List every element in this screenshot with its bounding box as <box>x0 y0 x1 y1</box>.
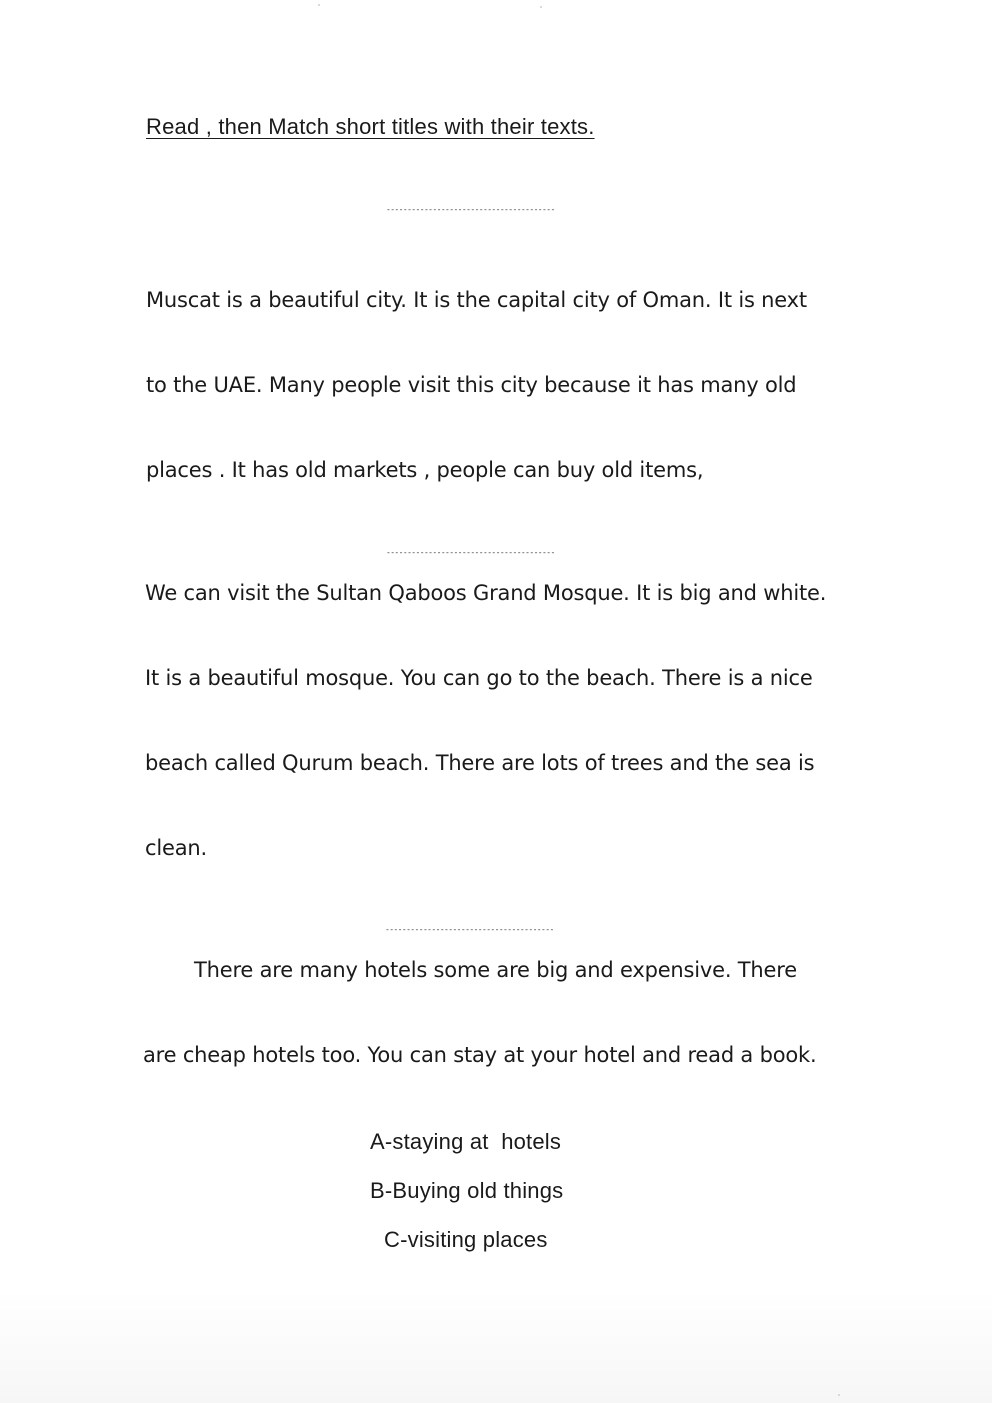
scan-speck <box>318 4 320 6</box>
title-blank-2: ---------------------------------------- <box>386 548 555 557</box>
scan-speck <box>540 6 542 8</box>
paragraph-2-line-3: beach called Qurum beach. There are lots of trees and the sea is <box>145 751 815 775</box>
paragraph-3-line-2: are cheap hotels too. You can stay at your hotel and read a book. <box>143 1043 817 1067</box>
title-blank-3: ---------------------------------------- <box>385 925 554 934</box>
paragraph-2-line-4: clean. <box>145 836 207 860</box>
paragraph-2-line-1: We can visit the Sultan Qaboos Grand Mosque. It is big and white. <box>145 581 827 605</box>
title-blank-1: ---------------------------------------- <box>386 205 555 214</box>
paragraph-1-line-1: Muscat is a beautiful city. It is the capital city of Oman. It is next <box>146 288 807 312</box>
paragraph-2-line-2: It is a beautiful mosque. You can go to the beach. There is a nice <box>145 666 813 690</box>
instruction-heading: Read , then Match short titles with their texts. <box>146 114 595 139</box>
option-a: A-staying at hotels <box>370 1129 562 1154</box>
paragraph-1-line-2: to the UAE. Many people visit this city because it has many old <box>146 373 797 397</box>
paragraph-3-line-1: There are many hotels some are big and expensive. There <box>194 958 797 982</box>
option-c: C-visiting places <box>384 1227 548 1252</box>
paragraph-1-line-3: places . It has old markets , people can buy old items, <box>146 458 704 482</box>
scan-speck <box>838 1394 840 1396</box>
option-b: B-Buying old things <box>370 1178 564 1203</box>
